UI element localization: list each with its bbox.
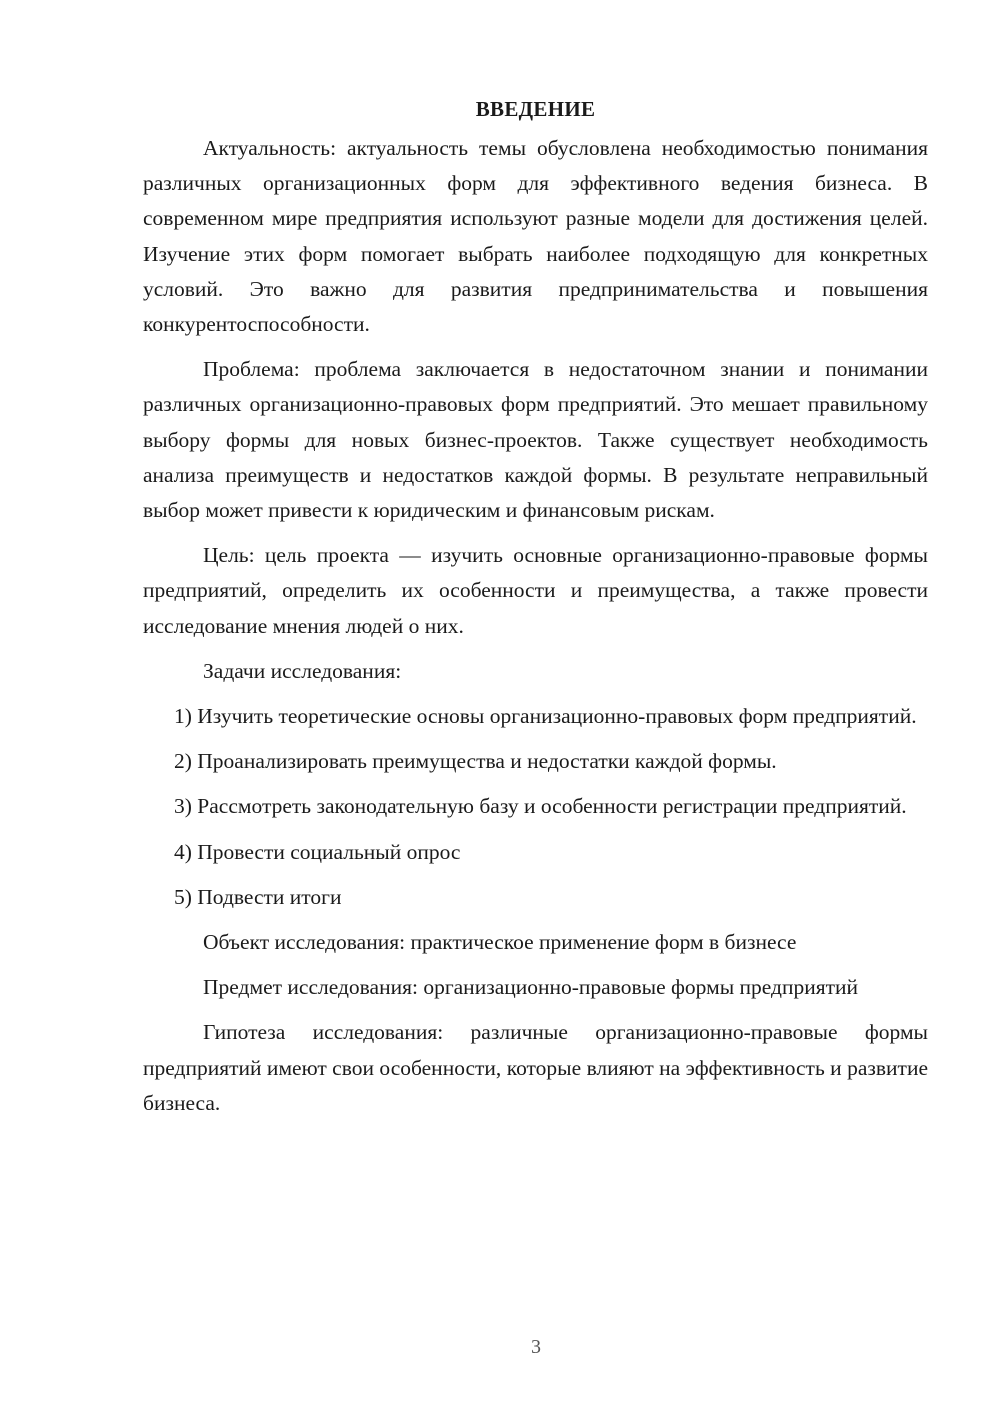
task-item-2: 2) Проанализировать преимущества и недостатки каждой формы. [174, 749, 777, 774]
page-content [143, 92, 928, 1121]
task-item-3: 3) Рассмотреть законодательную базу и особенности регистрации предприятий. [174, 794, 907, 819]
subject-paragraph: Предмет исследования: организационно-правовые формы предприятий [203, 975, 859, 1000]
object-paragraph: Объект исследования: практическое применение форм в бизнесе [203, 930, 797, 955]
goal-paragraph: Цель: цель проекта — изучить основные организационно-правовые формы предприятий, определить их особенности и преимущества, а также провести исследование мнения людей о них. [143, 543, 928, 638]
page-number: 3 [531, 1336, 541, 1358]
page-title: ВВЕДЕНИЕ [475, 97, 596, 121]
hypothesis-paragraph: Гипотеза исследования: различные организационно-правовые формы предприятий имеют свои особенности, которые влияют на эффективность и развитие бизнеса. [143, 1020, 928, 1115]
tasks-heading: Задачи исследования: [203, 658, 402, 683]
problem-paragraph: Проблема: проблема заключается в недостаточном знании и понимании различных организационно-правовых форм предприятий. Это мешает правильному выбору формы для новых бизнес-проектов. Также существует необходимость анализа преимуществ и недостатков каждой формы. В результате неправильный выбор может привести к юридическим и финансовым рискам. [143, 357, 928, 523]
relevance-paragraph: Актуальность: актуальность темы обусловлена необходимостью понимания различных организационных форм для эффективного ведения бизнеса. В современном мире предприятия используют разные модели для достижения целей. Изучение этих форм помогает выбрать наиболее подходящую для конкретных условий. Это важно для развития предпринимательства и повышения конкурентоспособности. [143, 136, 928, 337]
task-item-5: 5) Подвести итоги [174, 884, 342, 909]
task-item-4: 4) Провести социальный опрос [174, 839, 461, 864]
task-item-1: 1) Изучить теоретические основы организационно-правовых форм предприятий. [174, 704, 917, 729]
